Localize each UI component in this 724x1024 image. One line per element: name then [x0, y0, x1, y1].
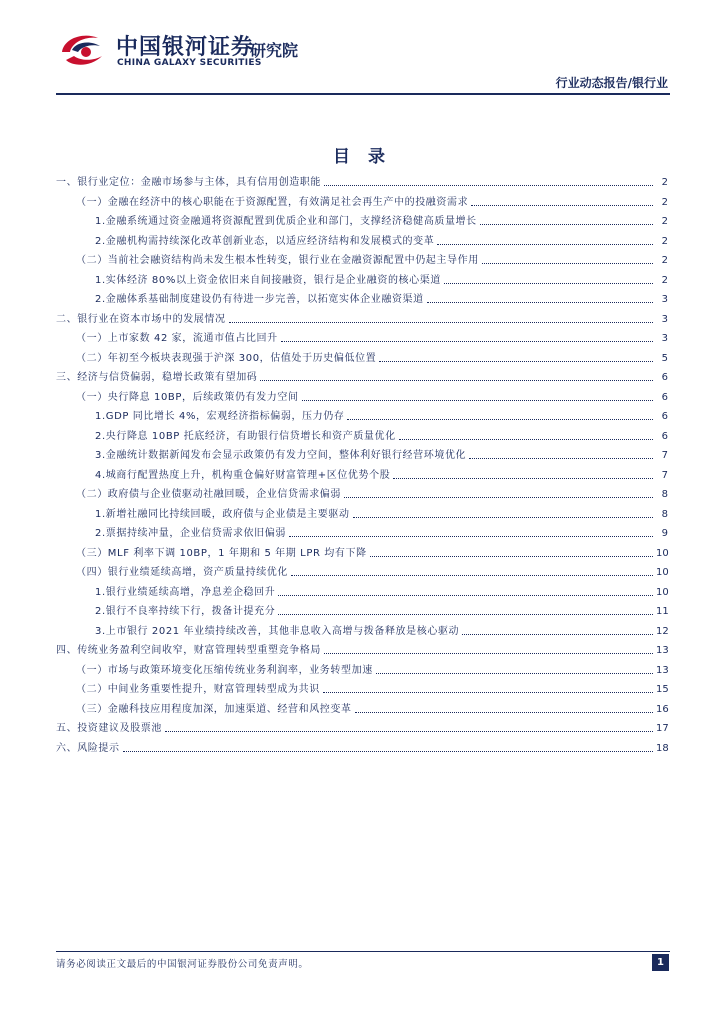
toc-entry-text: 一、银行业定位：金融市场参与主体，具有信用创造职能 — [56, 177, 321, 188]
toc-entry[interactable] — [56, 388, 668, 408]
toc-entry-text: 2.金融机构需持续深化改革创新业态，以适应经济结构和发展模式的变革 — [95, 235, 435, 247]
toc-entry[interactable] — [56, 544, 668, 564]
toc-entry[interactable] — [56, 719, 668, 739]
toc-entry-text: （二）年初至今板块表现强于沪深 300，估值处于历史偏低位置 — [76, 352, 377, 364]
toc-entry-page: 13 — [656, 664, 669, 676]
toc-dot-leader — [444, 283, 653, 284]
toc-dot-leader — [393, 478, 653, 479]
toc-dot-leader — [376, 673, 653, 674]
toc-entry-page: 2 — [661, 196, 668, 208]
toc-dot-leader — [260, 380, 653, 381]
toc-entry-text: 3.金融统计数据新闻发布会显示政策仍有发力空间，整体利好银行经营环境优化 — [95, 450, 467, 461]
toc-entry[interactable] — [56, 505, 668, 525]
page-number-badge: 1 — [652, 954, 669, 971]
table-of-contents — [56, 173, 668, 758]
toc-entry[interactable] — [56, 368, 668, 388]
toc-entry[interactable] — [56, 232, 668, 252]
toc-entry-page: 2 — [661, 235, 668, 247]
toc-entry-text: 五、投资建议及股票池 — [56, 723, 162, 734]
toc-entry-text: 1.新增社融同比持续回暖，政府债与企业债是主要驱动 — [95, 508, 350, 520]
toc-dot-leader — [347, 419, 653, 420]
toc-entry-page: 2 — [661, 177, 668, 188]
toc-entry-page: 8 — [661, 508, 668, 520]
toc-entry-page: 10 — [656, 586, 669, 598]
toc-dot-leader — [379, 361, 653, 362]
toc-entry-page: 13 — [656, 645, 669, 656]
toc-entry[interactable] — [56, 407, 668, 427]
toc-entry-page: 16 — [656, 703, 669, 715]
brand-name-en: CHINA GALAXY SECURITIES — [117, 58, 262, 68]
toc-entry[interactable] — [56, 485, 668, 505]
toc-dot-leader — [437, 244, 653, 245]
toc-entry[interactable] — [56, 466, 668, 486]
header-divider — [56, 93, 670, 95]
toc-entry-text: 2.央行降息 10BP 托底经济，有助银行信贷增长和资产质量优化 — [95, 430, 396, 442]
toc-entry[interactable] — [56, 290, 668, 310]
toc-entry-page: 5 — [661, 352, 668, 364]
toc-entry[interactable] — [56, 641, 668, 661]
toc-entry[interactable] — [56, 602, 668, 622]
footer-divider — [56, 951, 670, 952]
toc-title: 目 录 — [333, 147, 391, 167]
toc-dot-leader — [229, 322, 653, 323]
toc-dot-leader — [324, 653, 653, 654]
toc-entry-text: 1.金融系统通过资金融通将资源配置到优质企业和部门，支撑经济稳健高质量增长 — [95, 216, 477, 227]
toc-entry[interactable] — [56, 271, 668, 291]
toc-dot-leader — [344, 497, 653, 498]
toc-entry[interactable] — [56, 524, 668, 544]
toc-entry-page: 6 — [661, 411, 668, 422]
toc-dot-leader — [123, 751, 653, 752]
toc-entry[interactable] — [56, 583, 668, 603]
toc-entry-text: 二、银行业在资本市场中的发展情况 — [56, 313, 226, 325]
toc-entry-page: 17 — [656, 723, 669, 734]
toc-dot-leader — [370, 556, 653, 557]
toc-entry-text: 三、经济与信贷偏弱，稳增长政策有望加码 — [56, 372, 258, 383]
toc-dot-leader — [482, 263, 653, 264]
toc-entry-page: 12 — [656, 625, 669, 637]
toc-entry-text: 1.银行业绩延续高增，净息差企稳回升 — [95, 586, 276, 598]
toc-entry-text: 1.GDP 同比增长 4%，宏观经济指标偏弱，压力仍存 — [95, 411, 345, 422]
toc-entry[interactable] — [56, 622, 668, 642]
toc-dot-leader — [480, 224, 653, 225]
toc-entry-page: 6 — [661, 430, 668, 442]
toc-entry-text: 2.票据持续冲量，企业信贷需求依旧偏弱 — [95, 528, 286, 539]
toc-dot-leader — [469, 458, 653, 459]
toc-entry[interactable] — [56, 349, 668, 369]
toc-entry[interactable] — [56, 193, 668, 213]
toc-entry-text: （一）金融在经济中的核心职能在于资源配置，有效满足社会再生产中的投融资需求 — [76, 196, 469, 208]
toc-entry-text: （四）银行业绩延续高增，资产质量持续优化 — [76, 567, 288, 578]
toc-entry-page: 15 — [656, 684, 669, 695]
toc-entry-text: （二）当前社会融资结构尚未发生根本性转变，银行业在金融资源配置中仍起主导作用 — [76, 255, 479, 266]
toc-entry-page: 11 — [656, 606, 669, 617]
toc-entry-text: （一）央行降息 10BP，后续政策仍有发力空间 — [76, 391, 299, 403]
toc-entry[interactable] — [56, 446, 668, 466]
toc-entry-page: 18 — [656, 742, 669, 754]
toc-dot-leader — [324, 185, 653, 186]
toc-dot-leader — [302, 400, 653, 401]
toc-entry-text: （二）政府债与企业债驱动社融回暖，企业信贷需求偏弱 — [76, 489, 341, 500]
toc-entry[interactable] — [56, 310, 668, 330]
toc-dot-leader — [399, 439, 653, 440]
brand-subtitle: 研究院 — [250, 41, 299, 60]
toc-dot-leader — [323, 692, 653, 693]
galaxy-logo-icon — [56, 30, 108, 70]
toc-entry-text: （一）市场与政策环境变化压缩传统业务利润率，业务转型加速 — [76, 664, 373, 676]
toc-entry[interactable] — [56, 661, 668, 681]
toc-entry-text: （三）金融科技应用程度加深，加速渠道、经营和风控变革 — [76, 703, 352, 715]
toc-dot-leader — [462, 634, 653, 635]
toc-dot-leader — [165, 731, 653, 732]
toc-entry-page: 3 — [661, 313, 668, 325]
toc-entry-text: （一）上市家数 42 家，流通市值占比回升 — [76, 333, 278, 344]
toc-entry-page: 7 — [661, 469, 668, 481]
toc-entry[interactable] — [56, 563, 668, 583]
toc-entry-page: 10 — [656, 547, 669, 559]
toc-entry-page: 9 — [661, 528, 668, 539]
toc-dot-leader — [278, 614, 653, 615]
toc-entry[interactable] — [56, 427, 668, 447]
toc-dot-leader — [281, 341, 653, 342]
toc-dot-leader — [427, 302, 653, 303]
toc-entry-page: 10 — [656, 567, 669, 578]
toc-dot-leader — [355, 712, 653, 713]
toc-entry-page: 7 — [661, 450, 668, 461]
toc-entry[interactable] — [56, 680, 668, 700]
toc-entry-text: 四、传统业务盈利空间收窄，财富管理转型重塑竞争格局 — [56, 645, 321, 656]
page-header — [0, 0, 724, 96]
toc-entry-page: 6 — [661, 391, 668, 403]
toc-entry[interactable] — [56, 251, 668, 271]
toc-entry-page: 8 — [661, 489, 668, 500]
footer-disclaimer: 请务必阅读正文最后的中国银河证券股份公司免责声明。 — [56, 959, 309, 970]
toc-entry-text: 六、风险提示 — [56, 742, 120, 754]
toc-entry[interactable] — [56, 212, 668, 232]
toc-entry-text: 3.上市银行 2021 年业绩持续改善，其他非息收入高增与拨备释放是核心驱动 — [95, 625, 460, 637]
toc-entry[interactable] — [56, 173, 668, 193]
report-type-label: 行业动态报告/银行业 — [555, 76, 668, 90]
toc-entry-text: （二）中间业务重要性提升，财富管理转型成为共识 — [76, 684, 320, 695]
toc-entry-text: （三）MLF 利率下调 10BP，1 年期和 5 年期 LPR 均有下降 — [76, 547, 367, 559]
toc-entry-text: 1.实体经济 80%以上资金依旧来自间接融资，银行是企业融资的核心渠道 — [95, 274, 441, 286]
toc-entry[interactable] — [56, 329, 668, 349]
toc-entry-text: 2.银行不良率持续下行，拨备计提充分 — [95, 606, 276, 617]
toc-entry[interactable] — [56, 700, 668, 720]
toc-dot-leader — [278, 595, 653, 596]
toc-entry-text: 2.金融体系基础制度建设仍有待进一步完善，以拓宽实体企业融资渠道 — [95, 294, 424, 305]
toc-dot-leader — [353, 517, 653, 518]
toc-entry-page: 2 — [661, 274, 668, 286]
toc-dot-leader — [289, 536, 653, 537]
toc-dot-leader — [291, 575, 653, 576]
toc-entry-page: 6 — [661, 372, 668, 383]
toc-entry[interactable] — [56, 739, 668, 759]
toc-entry-text: 4.城商行配置热度上升，机构重仓偏好财富管理+区位优势个股 — [95, 469, 391, 481]
toc-entry-page: 3 — [661, 333, 668, 344]
toc-dot-leader — [471, 205, 653, 206]
brand-name-cn: 中国银河证券 — [116, 35, 255, 60]
toc-entry-page: 2 — [661, 255, 668, 266]
toc-entry-page: 3 — [661, 294, 668, 305]
toc-entry-page: 2 — [661, 216, 668, 227]
